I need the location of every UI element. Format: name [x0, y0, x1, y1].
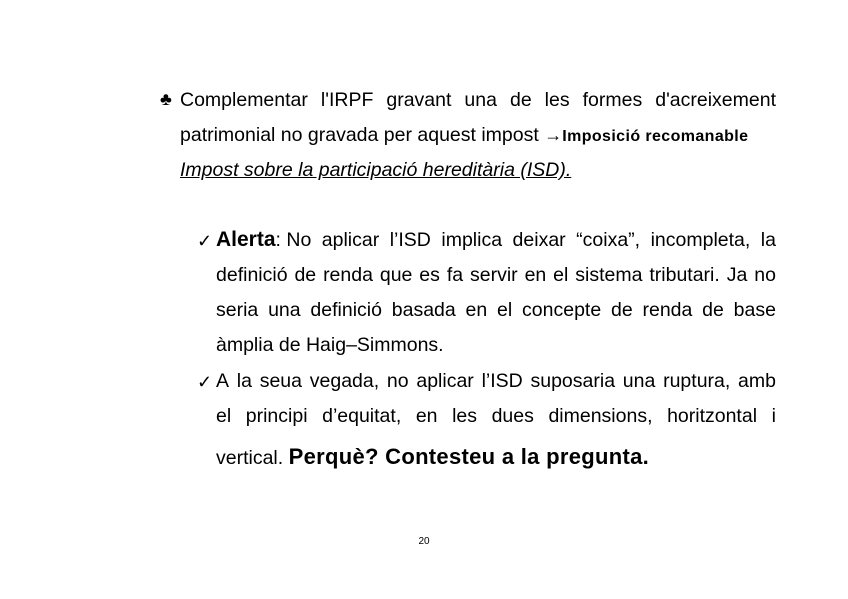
word: definició: [310, 299, 382, 321]
word: principi: [245, 405, 308, 427]
paragraph-line: [180, 86, 776, 121]
word: d’equitat,: [322, 405, 402, 427]
word: fa: [446, 264, 464, 286]
alerta-paragraph: [216, 226, 776, 366]
paragraph-line: [180, 156, 776, 191]
word: en: [524, 264, 547, 286]
checkmark-icon: ✓: [197, 372, 213, 392]
word: formes: [582, 89, 643, 111]
word: l’ISD: [389, 229, 431, 251]
word: el: [497, 299, 513, 321]
word: dimensions,: [548, 405, 653, 427]
word: basada: [391, 299, 456, 321]
paragraph-line: [216, 402, 776, 437]
word: horitzontal: [667, 405, 758, 427]
paragraph-line: [180, 121, 776, 156]
word: no: [386, 370, 409, 392]
page-number: 20: [418, 536, 430, 547]
word: no: [754, 264, 776, 286]
word: una: [268, 299, 301, 321]
equity-paragraph: [216, 367, 776, 477]
word: de: [509, 89, 532, 111]
word: Complementar: [180, 89, 308, 111]
word: renda: [323, 264, 373, 286]
line-text: patrimonial no gravada per aquest impost: [180, 124, 545, 146]
line-text: àmplia de Haig–Simmons.: [216, 334, 444, 356]
word: sistema: [575, 264, 643, 286]
paragraph-line: [216, 296, 776, 331]
word: es: [419, 264, 440, 286]
word: les: [452, 405, 478, 427]
word: el: [216, 405, 232, 427]
word: d'acreixement: [655, 89, 776, 111]
word: la: [236, 370, 252, 392]
word: l'IRPF: [320, 89, 374, 111]
word: aplicar: [321, 229, 380, 251]
word: “coixa”,: [576, 229, 641, 251]
checkmark-icon: ✓: [197, 231, 213, 251]
word: Ja: [726, 264, 748, 286]
word: aplicar: [416, 370, 474, 392]
word: concepte: [522, 299, 602, 321]
word: seria: [216, 299, 259, 321]
word: base: [733, 299, 776, 321]
word: en: [415, 405, 438, 427]
alerta-label: Alerta: [216, 228, 276, 251]
word: amb: [738, 370, 776, 392]
word: seua: [259, 370, 302, 392]
bullet-paragraph-irpf: [180, 86, 776, 191]
word: deixar: [512, 229, 566, 251]
word: dues: [491, 405, 534, 427]
right-arrow-icon: →: [544, 125, 563, 145]
alerta-label-group: [216, 226, 311, 261]
question-prompt: Perquè? Contesteu a la pregunta.: [288, 444, 650, 469]
word: de: [702, 299, 724, 321]
paragraph-line: [216, 226, 776, 261]
word: en: [465, 299, 488, 321]
word: suposaria: [530, 370, 616, 392]
word: tributari.: [649, 264, 720, 286]
word: el: [553, 264, 569, 286]
word: A: [216, 370, 230, 392]
isd-underlined-text: Impost sobre la participació hereditària (ISD).: [180, 159, 572, 181]
word: i: [771, 405, 776, 427]
word: definició: [216, 264, 288, 286]
word: l’ISD: [481, 370, 523, 392]
word: ruptura,: [663, 370, 731, 392]
paragraph-line: [216, 331, 776, 366]
word: gravant: [386, 89, 452, 111]
paragraph-line: [216, 261, 776, 296]
word: implica: [441, 229, 503, 251]
word: una: [464, 89, 497, 111]
line-text: vertical.: [216, 447, 289, 469]
word: : No: [275, 229, 312, 251]
word: renda: [642, 299, 693, 321]
word: vegada,: [309, 370, 380, 392]
paragraph-line: [216, 367, 776, 402]
word: una: [622, 370, 656, 392]
word: la: [760, 229, 776, 251]
word: les: [544, 89, 570, 111]
word: servir: [469, 264, 518, 286]
recommended-tax-label: Imposició recomanable: [562, 128, 749, 145]
word: de: [294, 264, 317, 286]
club-bullet-icon: ♣: [160, 89, 172, 109]
paragraph-line: [216, 437, 776, 477]
word: de: [610, 299, 633, 321]
word: que: [379, 264, 413, 286]
word: incompleta,: [650, 229, 751, 251]
